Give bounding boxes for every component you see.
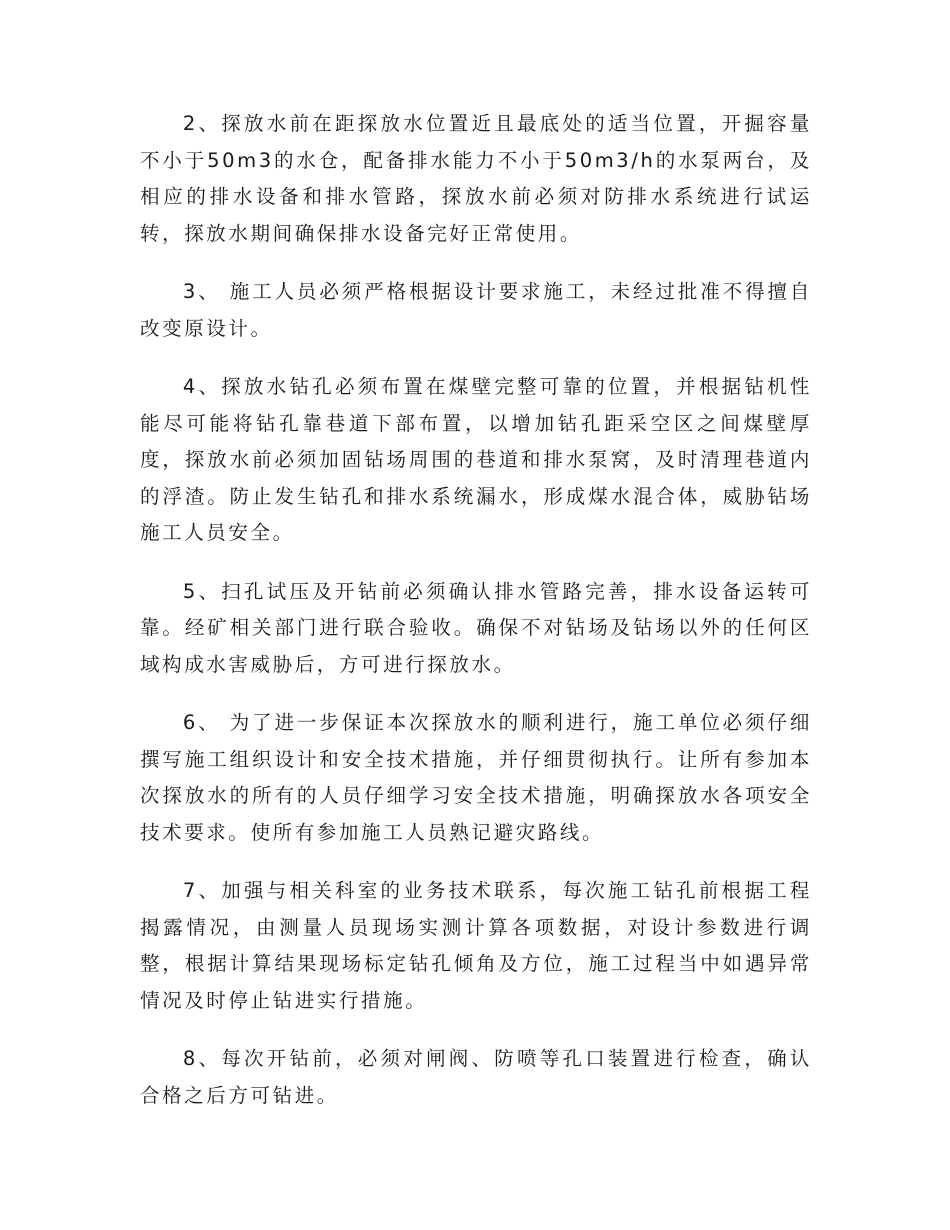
- paragraph-item-5: 5、扫孔试压及开钻前必须确认排水管路完善，排水设备运转可靠。经矿相关部门进行联合验收。确保不对钻场及钻场以外的任何区域构成水害威胁后，方可进行探放水。: [140, 579, 812, 676]
- paragraph-item-4: 4、探放水钻孔必须布置在煤壁完整可靠的位置，并根据钻机性能尽可能将钻孔靠巷道下部布置，以增加钻孔距采空区之间煤壁厚度，探放水前必须加固钻场周围的巷道和排水泵窝，及时清理巷道内的浮渣。防止发生钻孔和排水系统漏水，形成煤水混合体，威胁钻场施工人员安全。: [140, 375, 812, 544]
- paragraph-item-8: 8、每次开钻前，必须对闸阀、防喷等孔口装置进行检查，确认合格之后方可钻进。: [140, 1047, 812, 1107]
- paragraph-item-6: 6、 为了进一步保证本次探放水的顺利进行，施工单位必须仔细撰写施工组织设计和安全技术措施，并仔细贯彻执行。让所有参加本次探放水的所有的人员仔细学习安全技术措施，明确探放水各项安全技术要求。使所有参加施工人员熟记避灾路线。: [140, 711, 812, 844]
- paragraph-item-3: 3、 施工人员必须严格根据设计要求施工，未经过批准不得擅自改变原设计。: [140, 280, 812, 340]
- paragraph-item-2: 2、探放水前在距探放水位置近且最底处的适当位置，开掘容量不小于50m3的水仓，配备排水能力不小于50m3/h的水泵两台，及相应的排水设备和排水管路，探放水前必须对防排水系统进行试运转，探放水期间确保排水设备完好正常使用。: [140, 112, 812, 245]
- paragraph-item-7: 7、加强与相关科室的业务技术联系，每次施工钻孔前根据工程揭露情况，由测量人员现场实测计算各项数据，对设计参数进行调整，根据计算结果现场标定钻孔倾角及方位，施工过程当中如遇异常情况及时停止钻进实行措施。: [140, 879, 812, 1012]
